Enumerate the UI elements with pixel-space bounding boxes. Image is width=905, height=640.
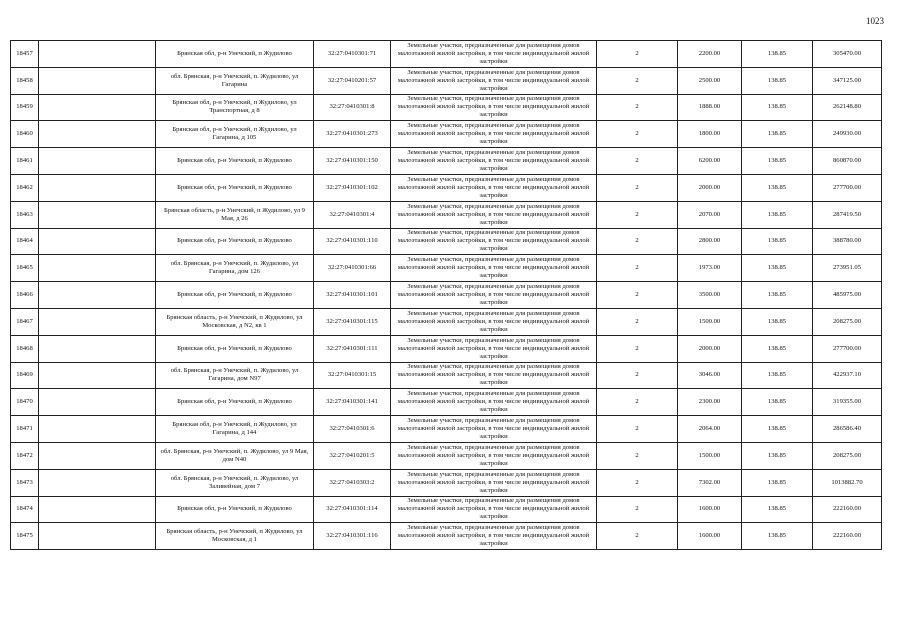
area-cell: 1600.00	[678, 523, 742, 550]
empty-cell	[39, 416, 156, 443]
cadastral-number-cell: 32:27:0410301:66	[314, 255, 391, 282]
empty-cell	[39, 496, 156, 523]
cadastral-value-cell: 422937.10	[813, 362, 882, 389]
group-cell: 2	[597, 94, 678, 121]
cadastral-number-cell: 32:27:0410201:5	[314, 442, 391, 469]
address-cell: обл. Брянская, р-н Унечский, п. Жудилово, ул Гагарина, дом N97	[156, 362, 314, 389]
land-use-cell: Земельные участки, предназначенные для размещения домов малоэтажной жилой застройки, в том числе индивидуальной жилой застройки	[391, 148, 597, 175]
table-row	[11, 148, 882, 175]
specific-value-cell: 138.85	[742, 201, 813, 228]
cadastral-number-cell: 32:27:0410301:110	[314, 228, 391, 255]
land-use-cell: Земельные участки, предназначенные для размещения домов малоэтажной жилой застройки, в том числе индивидуальной жилой застройки	[391, 201, 597, 228]
table-body	[11, 41, 882, 550]
cadastral-value-cell: 286586.40	[813, 416, 882, 443]
specific-value-cell: 138.85	[742, 255, 813, 282]
group-cell: 2	[597, 496, 678, 523]
table-row	[11, 496, 882, 523]
cadastral-value-cell: 305470.00	[813, 41, 882, 68]
table-row	[11, 335, 882, 362]
address-cell: Брянская обл, р-н Унечский, п Жудилово	[156, 41, 314, 68]
group-cell: 2	[597, 255, 678, 282]
land-use-cell: Земельные участки, предназначенные для размещения домов малоэтажной жилой застройки, в том числе индивидуальной жилой застройки	[391, 94, 597, 121]
table-row	[11, 442, 882, 469]
land-use-cell: Земельные участки, предназначенные для размещения домов малоэтажной жилой застройки, в том числе индивидуальной жилой застройки	[391, 469, 597, 496]
specific-value-cell: 138.85	[742, 416, 813, 443]
cadastral-value-cell: 319355.00	[813, 389, 882, 416]
cadastral-value-cell: 273951.05	[813, 255, 882, 282]
table-row	[11, 523, 882, 550]
area-cell: 7302.00	[678, 469, 742, 496]
address-cell: Брянская обл, р-н Унечский, п Жудилово, ул Гагарина, д 105	[156, 121, 314, 148]
group-cell: 2	[597, 523, 678, 550]
empty-cell	[39, 174, 156, 201]
group-cell: 2	[597, 389, 678, 416]
area-cell: 1973.00	[678, 255, 742, 282]
address-cell: обл. Брянская, р-н Унечский, п. Жудилово, ул Заливейная, дом 7	[156, 469, 314, 496]
area-cell: 1500.00	[678, 442, 742, 469]
specific-value-cell: 138.85	[742, 335, 813, 362]
table-row	[11, 362, 882, 389]
cadastral-number-cell: 32:27:0410301:8	[314, 94, 391, 121]
table-row	[11, 201, 882, 228]
address-cell: Брянская обл, р-н Унечский, п Жудилово	[156, 148, 314, 175]
specific-value-cell: 138.85	[742, 121, 813, 148]
address-cell: Брянская обл, р-н Унечский, п Жудилово, ул Транспортная, д 8	[156, 94, 314, 121]
cadastral-value-cell: 262148.80	[813, 94, 882, 121]
address-cell: Брянская обл, р-н Унечский, п Жудилово	[156, 282, 314, 309]
cadastral-number-cell: 32:27:0410301:273	[314, 121, 391, 148]
cadastral-number-cell: 32:27:0410301:141	[314, 389, 391, 416]
row-number-cell: 18474	[11, 496, 39, 523]
cadastral-value-cell: 485975.00	[813, 282, 882, 309]
cadastral-number-cell: 32:27:0410301:150	[314, 148, 391, 175]
cadastral-number-cell: 32:27:0410303:2	[314, 469, 391, 496]
table-row	[11, 255, 882, 282]
land-use-cell: Земельные участки, предназначенные для размещения домов малоэтажной жилой застройки, в том числе индивидуальной жилой застройки	[391, 362, 597, 389]
table-row	[11, 41, 882, 68]
cadastral-number-cell: 32:27:0410201:57	[314, 67, 391, 94]
specific-value-cell: 138.85	[742, 496, 813, 523]
cadastral-number-cell: 32:27:0410301:101	[314, 282, 391, 309]
cadastral-number-cell: 32:27:0410301:102	[314, 174, 391, 201]
cadastral-value-cell: 860870.00	[813, 148, 882, 175]
area-cell: 6200.00	[678, 148, 742, 175]
land-use-cell: Земельные участки, предназначенные для размещения домов малоэтажной жилой застройки, в том числе индивидуальной жилой застройки	[391, 41, 597, 68]
specific-value-cell: 138.85	[742, 148, 813, 175]
cadastral-value-cell: 1013882.70	[813, 469, 882, 496]
cadastral-number-cell: 32:27:0410301:4	[314, 201, 391, 228]
empty-cell	[39, 41, 156, 68]
table-row	[11, 121, 882, 148]
row-number-cell: 18475	[11, 523, 39, 550]
address-cell: Брянская обл, р-н Унечский, п Жудилово	[156, 389, 314, 416]
address-cell: Брянская область, р-н Унечский, п Жудилово, ул Московская, д 1	[156, 523, 314, 550]
row-number-cell: 18458	[11, 67, 39, 94]
row-number-cell: 18462	[11, 174, 39, 201]
empty-cell	[39, 255, 156, 282]
empty-cell	[39, 94, 156, 121]
table-row	[11, 389, 882, 416]
area-cell: 3500.00	[678, 282, 742, 309]
address-cell: Брянская обл, р-н Унечский, п Жудилово	[156, 228, 314, 255]
address-cell: Брянская обл, р-н Унечский, п Жудилово, ул Гагарина, д 144	[156, 416, 314, 443]
land-use-cell: Земельные участки, предназначенные для размещения домов малоэтажной жилой застройки, в том числе индивидуальной жилой застройки	[391, 496, 597, 523]
cadastral-value-cell: 277700.00	[813, 335, 882, 362]
address-cell: Брянская обл, р-н Унечский, п Жудилово	[156, 174, 314, 201]
cadastral-value-cell: 249930.00	[813, 121, 882, 148]
area-cell: 1800.00	[678, 121, 742, 148]
specific-value-cell: 138.85	[742, 67, 813, 94]
address-cell: Брянская обл, р-н Унечский, п Жудилово	[156, 496, 314, 523]
group-cell: 2	[597, 442, 678, 469]
cadastral-number-cell: 32:27:0410301:15	[314, 362, 391, 389]
cadastral-value-cell: 222160.00	[813, 523, 882, 550]
specific-value-cell: 138.85	[742, 228, 813, 255]
cadastral-value-cell: 222160.00	[813, 496, 882, 523]
area-cell: 1600.00	[678, 496, 742, 523]
land-use-cell: Земельные участки, предназначенные для размещения домов малоэтажной жилой застройки, в том числе индивидуальной жилой застройки	[391, 174, 597, 201]
row-number-cell: 18466	[11, 282, 39, 309]
address-cell: обл. Брянская, р-н Унечский, п. Жудилово, ул Гагарина	[156, 67, 314, 94]
group-cell: 2	[597, 67, 678, 94]
group-cell: 2	[597, 41, 678, 68]
cadastral-value-cell: 208275.00	[813, 308, 882, 335]
land-use-cell: Земельные участки, предназначенные для размещения домов малоэтажной жилой застройки, в том числе индивидуальной жилой застройки	[391, 442, 597, 469]
table-row	[11, 228, 882, 255]
empty-cell	[39, 469, 156, 496]
cadastral-number-cell: 32:27:0410301:116	[314, 523, 391, 550]
group-cell: 2	[597, 362, 678, 389]
group-cell: 2	[597, 174, 678, 201]
cadastral-number-cell: 32:27:0410301:71	[314, 41, 391, 68]
table-row	[11, 416, 882, 443]
land-use-cell: Земельные участки, предназначенные для размещения домов малоэтажной жилой застройки, в том числе индивидуальной жилой застройки	[391, 255, 597, 282]
row-number-cell: 18469	[11, 362, 39, 389]
specific-value-cell: 138.85	[742, 94, 813, 121]
land-use-cell: Земельные участки, предназначенные для размещения домов малоэтажной жилой застройки, в том числе индивидуальной жилой застройки	[391, 335, 597, 362]
cadastral-value-cell: 347125.00	[813, 67, 882, 94]
group-cell: 2	[597, 282, 678, 309]
row-number-cell: 18461	[11, 148, 39, 175]
empty-cell	[39, 523, 156, 550]
address-cell: обл. Брянская, р-н Унечский, п. Жудилово, ул Гагарина, дом 126	[156, 255, 314, 282]
specific-value-cell: 138.85	[742, 174, 813, 201]
empty-cell	[39, 308, 156, 335]
row-number-cell: 18460	[11, 121, 39, 148]
row-number-cell: 18464	[11, 228, 39, 255]
row-number-cell: 18473	[11, 469, 39, 496]
table-row	[11, 308, 882, 335]
land-use-cell: Земельные участки, предназначенные для размещения домов малоэтажной жилой застройки, в том числе индивидуальной жилой застройки	[391, 121, 597, 148]
address-cell: обл. Брянская, р-н Унечский, п. Жудилово, ул 9 Мая, дом N40	[156, 442, 314, 469]
area-cell: 2000.00	[678, 174, 742, 201]
row-number-cell: 18471	[11, 416, 39, 443]
empty-cell	[39, 442, 156, 469]
group-cell: 2	[597, 148, 678, 175]
group-cell: 2	[597, 228, 678, 255]
specific-value-cell: 138.85	[742, 282, 813, 309]
specific-value-cell: 138.85	[742, 41, 813, 68]
group-cell: 2	[597, 416, 678, 443]
row-number-cell: 18470	[11, 389, 39, 416]
land-use-cell: Земельные участки, предназначенные для размещения домов малоэтажной жилой застройки, в том числе индивидуальной жилой застройки	[391, 67, 597, 94]
area-cell: 2064.00	[678, 416, 742, 443]
empty-cell	[39, 201, 156, 228]
area-cell: 1500.00	[678, 308, 742, 335]
address-cell: Брянская обл, р-н Унечский, п Жудилово	[156, 335, 314, 362]
empty-cell	[39, 282, 156, 309]
cadastral-value-table	[10, 40, 882, 550]
cadastral-value-cell: 287419.50	[813, 201, 882, 228]
specific-value-cell: 138.85	[742, 362, 813, 389]
land-use-cell: Земельные участки, предназначенные для размещения домов малоэтажной жилой застройки, в том числе индивидуальной жилой застройки	[391, 308, 597, 335]
empty-cell	[39, 389, 156, 416]
cadastral-value-cell: 277700.00	[813, 174, 882, 201]
row-number-cell: 18465	[11, 255, 39, 282]
empty-cell	[39, 148, 156, 175]
group-cell: 2	[597, 308, 678, 335]
empty-cell	[39, 121, 156, 148]
cadastral-number-cell: 32:27:0410301:111	[314, 335, 391, 362]
empty-cell	[39, 362, 156, 389]
group-cell: 2	[597, 335, 678, 362]
empty-cell	[39, 335, 156, 362]
land-use-cell: Земельные участки, предназначенные для размещения домов малоэтажной жилой застройки, в том числе индивидуальной жилой застройки	[391, 282, 597, 309]
row-number-cell: 18468	[11, 335, 39, 362]
group-cell: 2	[597, 201, 678, 228]
cadastral-number-cell: 32:27:0410301:114	[314, 496, 391, 523]
empty-cell	[39, 228, 156, 255]
address-cell: Брянская область, р-н Унечский, п Жудилово, ул Московская, д N2, кв 1	[156, 308, 314, 335]
row-number-cell: 18463	[11, 201, 39, 228]
land-use-cell: Земельные участки, предназначенные для размещения домов малоэтажной жилой застройки, в том числе индивидуальной жилой застройки	[391, 416, 597, 443]
area-cell: 2200.00	[678, 41, 742, 68]
area-cell: 2500.00	[678, 67, 742, 94]
area-cell: 2300.00	[678, 389, 742, 416]
row-number-cell: 18459	[11, 94, 39, 121]
specific-value-cell: 138.85	[742, 469, 813, 496]
row-number-cell: 18467	[11, 308, 39, 335]
table-row	[11, 282, 882, 309]
area-cell: 1888.00	[678, 94, 742, 121]
specific-value-cell: 138.85	[742, 389, 813, 416]
area-cell: 2070.00	[678, 201, 742, 228]
specific-value-cell: 138.85	[742, 308, 813, 335]
cadastral-number-cell: 32:27:0410301:6	[314, 416, 391, 443]
area-cell: 2000.00	[678, 335, 742, 362]
table-row	[11, 174, 882, 201]
group-cell: 2	[597, 469, 678, 496]
specific-value-cell: 138.85	[742, 442, 813, 469]
cadastral-number-cell: 32:27:0410301:115	[314, 308, 391, 335]
table-row	[11, 469, 882, 496]
cadastral-value-cell: 208275.00	[813, 442, 882, 469]
table-row	[11, 94, 882, 121]
cadastral-value-cell: 388780.00	[813, 228, 882, 255]
page-number: 1023	[866, 16, 884, 26]
area-cell: 3046.00	[678, 362, 742, 389]
table-row	[11, 67, 882, 94]
address-cell: Брянская область, р-н Унечский, п Жудилово, ул 9 Мая, д 26	[156, 201, 314, 228]
land-use-cell: Земельные участки, предназначенные для размещения домов малоэтажной жилой застройки, в том числе индивидуальной жилой застройки	[391, 228, 597, 255]
land-use-cell: Земельные участки, предназначенные для размещения домов малоэтажной жилой застройки, в том числе индивидуальной жилой застройки	[391, 523, 597, 550]
specific-value-cell: 138.85	[742, 523, 813, 550]
row-number-cell: 18472	[11, 442, 39, 469]
land-use-cell: Земельные участки, предназначенные для размещения домов малоэтажной жилой застройки, в том числе индивидуальной жилой застройки	[391, 389, 597, 416]
row-number-cell: 18457	[11, 41, 39, 68]
empty-cell	[39, 67, 156, 94]
group-cell: 2	[597, 121, 678, 148]
area-cell: 2800.00	[678, 228, 742, 255]
